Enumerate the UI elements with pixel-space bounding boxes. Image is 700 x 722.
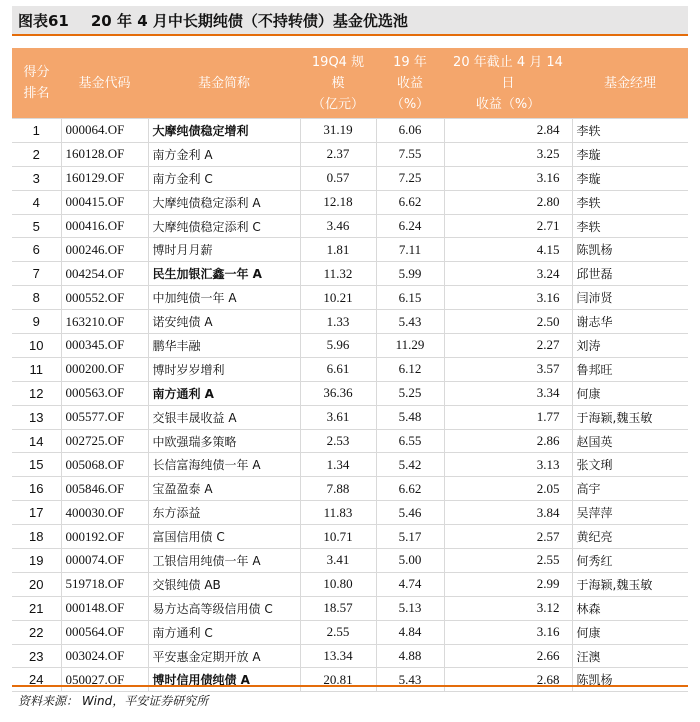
cell-return-2020: 3.24 [444,262,572,286]
table-row [12,334,688,358]
header-return-2019: 19 年 收益 （%） [376,48,444,119]
cell-fund-code: 005577.OF [61,405,148,429]
cell-rank: 19 [12,549,61,573]
cell-manager: 何秀红 [572,549,688,573]
cell-rank: 4 [12,190,61,214]
cell-return-2019: 7.25 [376,166,444,190]
cell-return-2020: 3.16 [444,286,572,310]
cell-scale: 10.21 [300,286,376,310]
table-row [12,572,688,596]
cell-return-2020: 3.16 [444,620,572,644]
cell-scale: 2.55 [300,620,376,644]
table-body [12,119,688,692]
cell-manager: 陈凯杨 [572,238,688,262]
cell-return-2020: 2.80 [444,190,572,214]
cell-manager: 何康 [572,381,688,405]
cell-rank: 6 [12,238,61,262]
cell-manager: 李轶 [572,119,688,143]
cell-manager: 闫沛贤 [572,286,688,310]
table-row [12,262,688,286]
cell-rank: 15 [12,453,61,477]
cell-fund-name: 工银信用纯债一年 A [148,549,300,573]
cell-fund-name: 博时岁岁增利 [148,357,300,381]
table-row [12,453,688,477]
cell-fund-code: 160129.OF [61,166,148,190]
cell-rank: 17 [12,501,61,525]
cell-return-2019: 7.55 [376,142,444,166]
cell-manager: 何康 [572,620,688,644]
cell-fund-code: 000074.OF [61,549,148,573]
source-divider [12,685,688,687]
table-row [12,119,688,143]
cell-return-2019: 4.74 [376,572,444,596]
cell-return-2019: 6.24 [376,214,444,238]
cell-rank: 21 [12,596,61,620]
cell-fund-name: 东方添益 [148,501,300,525]
cell-fund-name: 鹏华丰融 [148,334,300,358]
figure-title-bar [12,6,688,36]
table-row [12,214,688,238]
cell-return-2020: 2.68 [444,668,572,692]
figure-title: 20 年 4 月中长期纯债（不持转债）基金优选池 [90,11,408,30]
cell-manager: 林森 [572,596,688,620]
cell-fund-name: 中加纯债一年 A [148,286,300,310]
table-row [12,381,688,405]
cell-rank: 9 [12,310,61,334]
cell-scale: 2.37 [300,142,376,166]
cell-rank: 11 [12,357,61,381]
cell-return-2019: 5.43 [376,310,444,334]
cell-rank: 20 [12,572,61,596]
cell-return-2020: 2.57 [444,525,572,549]
cell-fund-code: 163210.OF [61,310,148,334]
header-rank: 得分 排名 [12,48,61,119]
table-row [12,238,688,262]
header-manager: 基金经理 [572,48,688,119]
cell-rank: 1 [12,119,61,143]
cell-fund-name: 易方达高等级信用债 C [148,596,300,620]
cell-return-2020: 2.71 [444,214,572,238]
cell-manager: 张文琍 [572,453,688,477]
cell-rank: 22 [12,620,61,644]
cell-return-2019: 5.43 [376,668,444,692]
cell-rank: 10 [12,334,61,358]
cell-rank: 23 [12,644,61,668]
cell-scale: 7.88 [300,477,376,501]
cell-return-2020: 3.13 [444,453,572,477]
cell-fund-name: 宝盈盈泰 A [148,477,300,501]
source-note: 资料来源： Wind，平安证券研究所 [18,694,209,708]
cell-fund-name: 南方通利 C [148,620,300,644]
cell-scale: 6.61 [300,357,376,381]
cell-fund-name: 民生加银汇鑫一年 A [148,262,300,286]
cell-fund-code: 050027.OF [61,668,148,692]
cell-return-2019: 6.55 [376,429,444,453]
cell-manager: 李轶 [572,190,688,214]
cell-fund-name: 大摩纯债稳定增利 [148,119,300,143]
cell-fund-code: 000552.OF [61,286,148,310]
cell-fund-code: 000564.OF [61,620,148,644]
cell-fund-name: 南方金利 A [148,142,300,166]
cell-fund-name: 博时月月薪 [148,238,300,262]
cell-return-2019: 6.62 [376,477,444,501]
cell-return-2019: 11.29 [376,334,444,358]
cell-scale: 0.57 [300,166,376,190]
cell-scale: 31.19 [300,119,376,143]
cell-return-2020: 2.84 [444,119,572,143]
table-row [12,477,688,501]
table-row [12,549,688,573]
table-row [12,429,688,453]
cell-rank: 5 [12,214,61,238]
table-header-row [12,48,688,119]
cell-rank: 14 [12,429,61,453]
cell-rank: 13 [12,405,61,429]
cell-fund-name: 南方金利 C [148,166,300,190]
cell-return-2019: 5.25 [376,381,444,405]
cell-fund-code: 000200.OF [61,357,148,381]
cell-return-2020: 3.12 [444,596,572,620]
cell-return-2019: 4.84 [376,620,444,644]
cell-fund-code: 000563.OF [61,381,148,405]
cell-fund-code: 160128.OF [61,142,148,166]
cell-manager: 于海颖,魏玉敏 [572,572,688,596]
cell-manager: 黄纪亮 [572,525,688,549]
cell-manager: 刘涛 [572,334,688,358]
cell-return-2020: 3.84 [444,501,572,525]
cell-return-2020: 4.15 [444,238,572,262]
cell-return-2019: 6.62 [376,190,444,214]
cell-scale: 5.96 [300,334,376,358]
cell-fund-name: 诺安纯债 A [148,310,300,334]
table-row [12,310,688,334]
cell-return-2019: 6.06 [376,119,444,143]
cell-manager: 李璇 [572,166,688,190]
cell-scale: 3.41 [300,549,376,573]
cell-return-2019: 5.00 [376,549,444,573]
cell-rank: 3 [12,166,61,190]
cell-fund-code: 005846.OF [61,477,148,501]
cell-fund-code: 005068.OF [61,453,148,477]
header-return-2020: 20 年截止 4 月 14 日 收益（%） [444,48,572,119]
cell-scale: 1.81 [300,238,376,262]
cell-return-2019: 6.12 [376,357,444,381]
cell-scale: 3.61 [300,405,376,429]
header-name: 基金简称 [148,48,300,119]
cell-return-2020: 2.99 [444,572,572,596]
cell-rank: 16 [12,477,61,501]
table-row [12,357,688,381]
cell-scale: 20.81 [300,668,376,692]
cell-scale: 10.71 [300,525,376,549]
cell-manager: 于海颖,魏玉敏 [572,405,688,429]
cell-return-2020: 1.77 [444,405,572,429]
figure-number: 图表61 [18,11,69,30]
cell-scale: 3.46 [300,214,376,238]
cell-fund-code: 519718.OF [61,572,148,596]
cell-manager: 汪澳 [572,644,688,668]
cell-fund-code: 000246.OF [61,238,148,262]
cell-rank: 8 [12,286,61,310]
cell-scale: 13.34 [300,644,376,668]
cell-return-2020: 2.66 [444,644,572,668]
table-row [12,501,688,525]
cell-fund-name: 中欧强瑞多策略 [148,429,300,453]
table-row [12,190,688,214]
cell-return-2019: 5.17 [376,525,444,549]
cell-fund-code: 400030.OF [61,501,148,525]
cell-return-2020: 3.34 [444,381,572,405]
cell-return-2019: 5.13 [376,596,444,620]
cell-scale: 11.83 [300,501,376,525]
table-row [12,668,688,692]
cell-manager: 李璇 [572,142,688,166]
fund-table [12,48,688,692]
cell-return-2019: 5.42 [376,453,444,477]
cell-fund-code: 004254.OF [61,262,148,286]
table-row [12,166,688,190]
cell-fund-code: 002725.OF [61,429,148,453]
cell-rank: 12 [12,381,61,405]
cell-fund-code: 000148.OF [61,596,148,620]
cell-return-2020: 2.55 [444,549,572,573]
table-row [12,596,688,620]
cell-rank: 18 [12,525,61,549]
cell-manager: 赵国英 [572,429,688,453]
cell-fund-code: 000415.OF [61,190,148,214]
cell-rank: 24 [12,668,61,692]
cell-fund-code: 000416.OF [61,214,148,238]
cell-return-2020: 3.25 [444,142,572,166]
table-row [12,142,688,166]
cell-scale: 36.36 [300,381,376,405]
cell-rank: 2 [12,142,61,166]
cell-fund-code: 000192.OF [61,525,148,549]
cell-manager: 陈凯杨 [572,668,688,692]
cell-fund-name: 博时信用债纯债 A [148,668,300,692]
cell-return-2020: 3.16 [444,166,572,190]
cell-fund-name: 平安惠金定期开放 A [148,644,300,668]
cell-fund-name: 大摩纯债稳定添利 A [148,190,300,214]
cell-manager: 吴萍萍 [572,501,688,525]
table-row [12,644,688,668]
cell-scale: 12.18 [300,190,376,214]
cell-manager: 李轶 [572,214,688,238]
cell-manager: 邱世磊 [572,262,688,286]
cell-return-2019: 5.48 [376,405,444,429]
table-row [12,286,688,310]
cell-fund-name: 交银丰晟收益 A [148,405,300,429]
table-row [12,525,688,549]
cell-return-2020: 2.05 [444,477,572,501]
cell-manager: 高宇 [572,477,688,501]
cell-return-2020: 3.57 [444,357,572,381]
cell-scale: 18.57 [300,596,376,620]
table-row [12,405,688,429]
cell-fund-name: 长信富海纯债一年 A [148,453,300,477]
cell-fund-code: 003024.OF [61,644,148,668]
cell-fund-code: 000064.OF [61,119,148,143]
cell-manager: 鲁邦旺 [572,357,688,381]
cell-return-2019: 6.15 [376,286,444,310]
cell-scale: 11.32 [300,262,376,286]
cell-return-2019: 7.11 [376,238,444,262]
header-scale: 19Q4 规 模 （亿元） [300,48,376,119]
cell-return-2020: 2.50 [444,310,572,334]
cell-fund-code: 000345.OF [61,334,148,358]
table-row [12,620,688,644]
cell-fund-name: 富国信用债 C [148,525,300,549]
cell-scale: 1.34 [300,453,376,477]
cell-fund-name: 大摩纯债稳定添利 C [148,214,300,238]
cell-rank: 7 [12,262,61,286]
cell-fund-name: 南方通利 A [148,381,300,405]
cell-fund-name: 交银纯债 AB [148,572,300,596]
cell-scale: 10.80 [300,572,376,596]
cell-manager: 谢志华 [572,310,688,334]
cell-return-2020: 2.86 [444,429,572,453]
cell-scale: 2.53 [300,429,376,453]
cell-return-2020: 2.27 [444,334,572,358]
cell-return-2019: 4.88 [376,644,444,668]
cell-return-2019: 5.99 [376,262,444,286]
cell-scale: 1.33 [300,310,376,334]
cell-return-2019: 5.46 [376,501,444,525]
header-code: 基金代码 [61,48,148,119]
